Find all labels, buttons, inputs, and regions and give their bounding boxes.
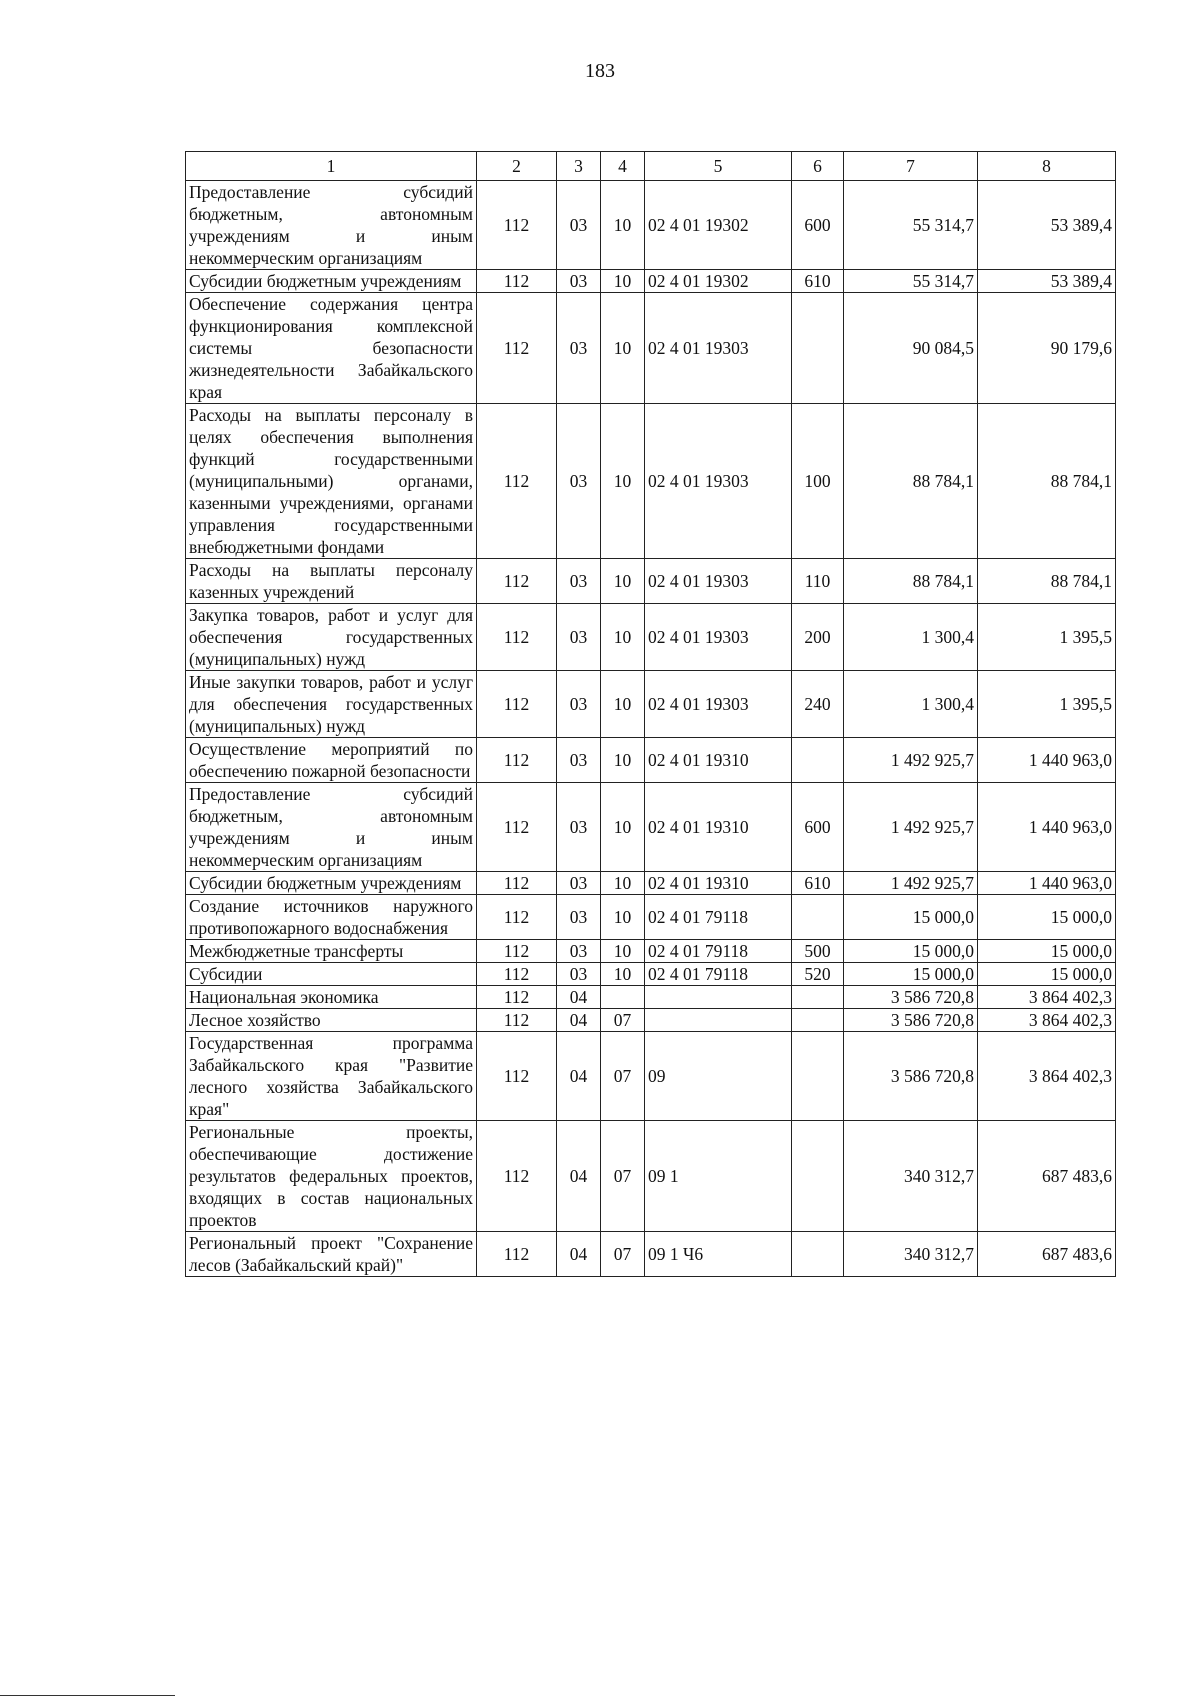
table-row xyxy=(186,1009,1116,1032)
row-name: Предоставление субсидий бюджетным, автономным учреждениям и иным некоммерческим организациям xyxy=(186,783,477,872)
cell-subsection: 10 xyxy=(601,181,645,270)
table-row xyxy=(186,559,1116,604)
cell-section: 03 xyxy=(557,895,601,940)
cell-subsection: 10 xyxy=(601,559,645,604)
cell-amount-year1: 1 492 925,7 xyxy=(844,738,978,783)
cell-subsection: 10 xyxy=(601,940,645,963)
cell-subsection: 10 xyxy=(601,404,645,559)
cell-code: 112 xyxy=(477,1032,557,1121)
cell-amount-year2: 90 179,6 xyxy=(978,293,1116,404)
cell-amount-year1: 90 084,5 xyxy=(844,293,978,404)
row-name: Национальная экономика xyxy=(186,986,477,1009)
table-row xyxy=(186,1032,1116,1121)
table-row xyxy=(186,1232,1116,1277)
cell-subsection: 10 xyxy=(601,270,645,293)
cell-target-article xyxy=(645,1009,792,1032)
cell-target-article: 02 4 01 19303 xyxy=(645,671,792,738)
cell-expense-type xyxy=(792,1009,844,1032)
cell-subsection xyxy=(601,986,645,1009)
cell-subsection: 10 xyxy=(601,293,645,404)
cell-expense-type xyxy=(792,1121,844,1232)
cell-target-article: 09 1 xyxy=(645,1121,792,1232)
cell-amount-year1: 88 784,1 xyxy=(844,404,978,559)
table-row xyxy=(186,270,1116,293)
cell-subsection: 10 xyxy=(601,671,645,738)
cell-amount-year2: 3 864 402,3 xyxy=(978,1009,1116,1032)
cell-code: 112 xyxy=(477,604,557,671)
row-name: Субсидии бюджетным учреждениям xyxy=(186,270,477,293)
budget-table xyxy=(185,151,1116,1277)
cell-expense-type: 240 xyxy=(792,671,844,738)
cell-section: 04 xyxy=(557,1009,601,1032)
table-row xyxy=(186,181,1116,270)
cell-target-article: 02 4 01 79118 xyxy=(645,940,792,963)
cell-amount-year2: 53 389,4 xyxy=(978,181,1116,270)
cell-code: 112 xyxy=(477,783,557,872)
cell-expense-type: 600 xyxy=(792,783,844,872)
column-header-7: 7 xyxy=(844,152,978,181)
cell-expense-type: 100 xyxy=(792,404,844,559)
row-name: Иные закупки товаров, работ и услуг для обеспечения государственных (муниципальных) нужд xyxy=(186,671,477,738)
cell-code: 112 xyxy=(477,293,557,404)
table-row xyxy=(186,293,1116,404)
cell-expense-type xyxy=(792,738,844,783)
cell-subsection: 10 xyxy=(601,963,645,986)
column-header-6: 6 xyxy=(792,152,844,181)
cell-expense-type: 200 xyxy=(792,604,844,671)
cell-amount-year1: 3 586 720,8 xyxy=(844,1032,978,1121)
cell-subsection: 07 xyxy=(601,1121,645,1232)
cell-section: 03 xyxy=(557,738,601,783)
cell-amount-year1: 55 314,7 xyxy=(844,181,978,270)
cell-code: 112 xyxy=(477,1009,557,1032)
cell-code: 112 xyxy=(477,181,557,270)
cell-subsection: 10 xyxy=(601,895,645,940)
cell-subsection: 07 xyxy=(601,1232,645,1277)
row-name: Закупка товаров, работ и услуг для обеспечения государственных (муниципальных) нужд xyxy=(186,604,477,671)
cell-amount-year1: 55 314,7 xyxy=(844,270,978,293)
cell-target-article: 02 4 01 19310 xyxy=(645,872,792,895)
cell-section: 03 xyxy=(557,293,601,404)
column-header-1: 1 xyxy=(186,152,477,181)
table-row xyxy=(186,1121,1116,1232)
cell-code: 112 xyxy=(477,986,557,1009)
cell-section: 03 xyxy=(557,404,601,559)
table-row xyxy=(186,604,1116,671)
cell-subsection: 10 xyxy=(601,604,645,671)
cell-code: 112 xyxy=(477,940,557,963)
cell-target-article: 02 4 01 79118 xyxy=(645,963,792,986)
row-name: Региональный проект "Сохранение лесов (Забайкальский край)" xyxy=(186,1232,477,1277)
cell-target-article: 09 xyxy=(645,1032,792,1121)
cell-amount-year1: 15 000,0 xyxy=(844,963,978,986)
cell-code: 112 xyxy=(477,738,557,783)
column-header-4: 4 xyxy=(601,152,645,181)
cell-target-article xyxy=(645,986,792,1009)
cell-amount-year1: 3 586 720,8 xyxy=(844,1009,978,1032)
row-name: Субсидии бюджетным учреждениям xyxy=(186,872,477,895)
cell-expense-type xyxy=(792,895,844,940)
row-name: Создание источников наружного противопожарного водоснабжения xyxy=(186,895,477,940)
cell-expense-type xyxy=(792,1232,844,1277)
cell-code: 112 xyxy=(477,404,557,559)
cell-amount-year2: 687 483,6 xyxy=(978,1232,1116,1277)
cell-expense-type: 500 xyxy=(792,940,844,963)
table-body xyxy=(186,181,1116,1277)
cell-target-article: 02 4 01 19303 xyxy=(645,293,792,404)
cell-code: 112 xyxy=(477,1121,557,1232)
cell-section: 03 xyxy=(557,963,601,986)
cell-code: 112 xyxy=(477,963,557,986)
row-name: Расходы на выплаты персоналу в целях обеспечения выполнения функций государственными (муниципальными) органами, казенными учреждениями, органами управления государственными внебюджетными фондами xyxy=(186,404,477,559)
cell-amount-year1: 1 492 925,7 xyxy=(844,872,978,895)
cell-amount-year2: 53 389,4 xyxy=(978,270,1116,293)
cell-expense-type: 610 xyxy=(792,270,844,293)
cell-amount-year1: 15 000,0 xyxy=(844,940,978,963)
column-header-2: 2 xyxy=(477,152,557,181)
cell-amount-year1: 340 312,7 xyxy=(844,1121,978,1232)
cell-amount-year1: 15 000,0 xyxy=(844,895,978,940)
table-row xyxy=(186,872,1116,895)
column-header-3: 3 xyxy=(557,152,601,181)
cell-amount-year2: 3 864 402,3 xyxy=(978,1032,1116,1121)
cell-target-article: 02 4 01 19303 xyxy=(645,604,792,671)
row-name: Государственная программа Забайкальского края "Развитие лесного хозяйства Забайкальского края" xyxy=(186,1032,477,1121)
table-row xyxy=(186,963,1116,986)
cell-amount-year2: 15 000,0 xyxy=(978,895,1116,940)
cell-amount-year2: 15 000,0 xyxy=(978,963,1116,986)
cell-code: 112 xyxy=(477,895,557,940)
cell-subsection: 10 xyxy=(601,738,645,783)
cell-subsection: 07 xyxy=(601,1032,645,1121)
cell-section: 03 xyxy=(557,872,601,895)
row-name: Обеспечение содержания центра функционирования комплексной системы безопасности жизнедеятельности Забайкальского края xyxy=(186,293,477,404)
cell-expense-type: 610 xyxy=(792,872,844,895)
row-name: Субсидии xyxy=(186,963,477,986)
cell-subsection: 10 xyxy=(601,872,645,895)
row-name: Расходы на выплаты персоналу казенных учреждений xyxy=(186,559,477,604)
cell-target-article: 02 4 01 19310 xyxy=(645,783,792,872)
cell-subsection: 10 xyxy=(601,783,645,872)
cell-target-article: 02 4 01 19302 xyxy=(645,270,792,293)
cell-amount-year2: 3 864 402,3 xyxy=(978,986,1116,1009)
column-header-8: 8 xyxy=(978,152,1116,181)
table-row xyxy=(186,404,1116,559)
cell-expense-type xyxy=(792,293,844,404)
cell-section: 03 xyxy=(557,604,601,671)
cell-amount-year2: 1 395,5 xyxy=(978,671,1116,738)
table-row xyxy=(186,986,1116,1009)
cell-target-article: 02 4 01 19302 xyxy=(645,181,792,270)
cell-expense-type: 110 xyxy=(792,559,844,604)
cell-amount-year1: 1 492 925,7 xyxy=(844,783,978,872)
table-row xyxy=(186,940,1116,963)
cell-section: 03 xyxy=(557,783,601,872)
cell-amount-year1: 340 312,7 xyxy=(844,1232,978,1277)
cell-target-article: 02 4 01 19303 xyxy=(645,559,792,604)
cell-code: 112 xyxy=(477,559,557,604)
cell-section: 04 xyxy=(557,986,601,1009)
cell-expense-type: 520 xyxy=(792,963,844,986)
page-number: 183 xyxy=(585,60,615,82)
cell-amount-year2: 1 440 963,0 xyxy=(978,738,1116,783)
cell-expense-type xyxy=(792,1032,844,1121)
cell-section: 03 xyxy=(557,671,601,738)
row-name: Осуществление мероприятий по обеспечению пожарной безопасности xyxy=(186,738,477,783)
cell-code: 112 xyxy=(477,671,557,738)
cell-section: 04 xyxy=(557,1232,601,1277)
cell-section: 03 xyxy=(557,559,601,604)
cell-target-article: 02 4 01 19310 xyxy=(645,738,792,783)
table-row xyxy=(186,671,1116,738)
cell-amount-year2: 1 395,5 xyxy=(978,604,1116,671)
footer-rule xyxy=(0,1695,175,1696)
cell-code: 112 xyxy=(477,872,557,895)
cell-target-article: 09 1 Ч6 xyxy=(645,1232,792,1277)
cell-amount-year2: 15 000,0 xyxy=(978,940,1116,963)
column-header-5: 5 xyxy=(645,152,792,181)
table-row xyxy=(186,783,1116,872)
cell-section: 04 xyxy=(557,1032,601,1121)
cell-section: 03 xyxy=(557,181,601,270)
row-name: Региональные проекты, обеспечивающие достижение результатов федеральных проектов, входящих в состав национальных проектов xyxy=(186,1121,477,1232)
cell-amount-year2: 1 440 963,0 xyxy=(978,783,1116,872)
table-row xyxy=(186,895,1116,940)
cell-amount-year1: 88 784,1 xyxy=(844,559,978,604)
cell-amount-year1: 3 586 720,8 xyxy=(844,986,978,1009)
cell-amount-year2: 687 483,6 xyxy=(978,1121,1116,1232)
row-name: Межбюджетные трансферты xyxy=(186,940,477,963)
cell-amount-year2: 88 784,1 xyxy=(978,559,1116,604)
cell-amount-year2: 88 784,1 xyxy=(978,404,1116,559)
cell-amount-year1: 1 300,4 xyxy=(844,671,978,738)
cell-section: 04 xyxy=(557,1121,601,1232)
table-row xyxy=(186,738,1116,783)
cell-expense-type xyxy=(792,986,844,1009)
cell-amount-year1: 1 300,4 xyxy=(844,604,978,671)
cell-target-article: 02 4 01 19303 xyxy=(645,404,792,559)
cell-code: 112 xyxy=(477,270,557,293)
row-name: Лесное хозяйство xyxy=(186,1009,477,1032)
cell-target-article: 02 4 01 79118 xyxy=(645,895,792,940)
cell-expense-type: 600 xyxy=(792,181,844,270)
cell-code: 112 xyxy=(477,1232,557,1277)
table-header-row xyxy=(186,152,1116,181)
row-name: Предоставление субсидий бюджетным, автономным учреждениям и иным некоммерческим организациям xyxy=(186,181,477,270)
cell-amount-year2: 1 440 963,0 xyxy=(978,872,1116,895)
cell-subsection: 07 xyxy=(601,1009,645,1032)
cell-section: 03 xyxy=(557,940,601,963)
cell-section: 03 xyxy=(557,270,601,293)
